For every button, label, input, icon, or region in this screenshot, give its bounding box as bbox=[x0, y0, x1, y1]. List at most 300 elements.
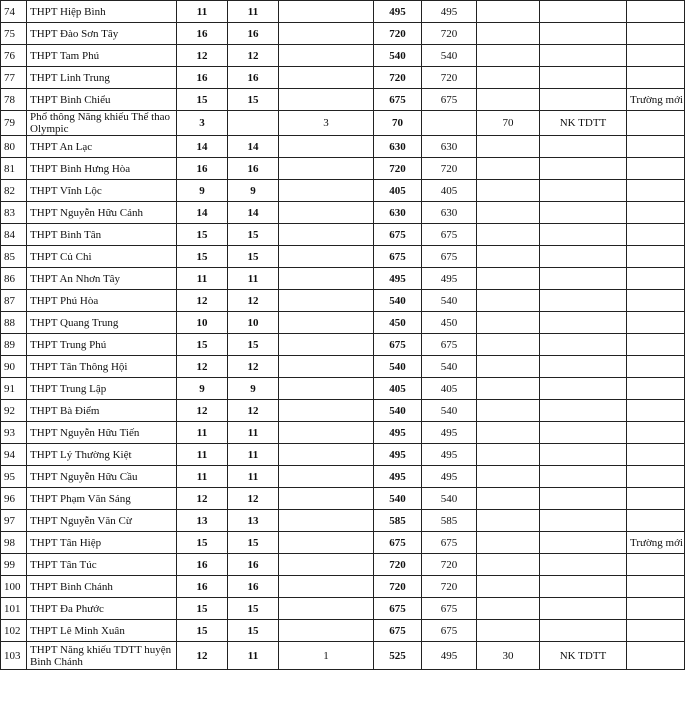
table-row bbox=[1, 620, 685, 642]
total-students-cell: 675 bbox=[374, 246, 422, 268]
program-type-cell bbox=[540, 23, 627, 45]
total-students-cell: 525 bbox=[374, 642, 422, 670]
note-cell bbox=[627, 400, 685, 422]
school-name-cell: THPT Bình Hưng Hòa bbox=[27, 158, 177, 180]
total-students-cell: 720 bbox=[374, 576, 422, 598]
note-cell bbox=[627, 180, 685, 202]
note-cell bbox=[627, 312, 685, 334]
specialized-students-cell bbox=[477, 136, 540, 158]
total-students-cell: 495 bbox=[374, 466, 422, 488]
regular-classes-cell: 16 bbox=[228, 554, 279, 576]
regular-classes-cell bbox=[228, 111, 279, 136]
program-type-cell bbox=[540, 334, 627, 356]
specialized-classes-cell bbox=[279, 180, 374, 202]
regular-students-cell: 675 bbox=[422, 598, 477, 620]
total-classes-cell: 16 bbox=[177, 576, 228, 598]
total-classes-cell: 16 bbox=[177, 67, 228, 89]
regular-classes-cell: 15 bbox=[228, 620, 279, 642]
row-number-cell: 88 bbox=[1, 312, 27, 334]
regular-students-cell: 720 bbox=[422, 576, 477, 598]
note-cell bbox=[627, 444, 685, 466]
regular-classes-cell: 13 bbox=[228, 510, 279, 532]
specialized-students-cell bbox=[477, 290, 540, 312]
total-students-cell: 495 bbox=[374, 444, 422, 466]
regular-students-cell bbox=[422, 111, 477, 136]
table-row bbox=[1, 67, 685, 89]
specialized-students-cell bbox=[477, 334, 540, 356]
school-name-cell: THPT Linh Trung bbox=[27, 67, 177, 89]
specialized-students-cell: 30 bbox=[477, 642, 540, 670]
total-classes-cell: 15 bbox=[177, 246, 228, 268]
regular-classes-cell: 11 bbox=[228, 444, 279, 466]
row-number-cell: 82 bbox=[1, 180, 27, 202]
program-type-cell bbox=[540, 67, 627, 89]
row-number-cell: 83 bbox=[1, 202, 27, 224]
regular-students-cell: 675 bbox=[422, 89, 477, 111]
total-students-cell: 70 bbox=[374, 111, 422, 136]
specialized-students-cell bbox=[477, 23, 540, 45]
note-cell bbox=[627, 576, 685, 598]
total-students-cell: 495 bbox=[374, 422, 422, 444]
row-number-cell: 95 bbox=[1, 466, 27, 488]
row-number-cell: 79 bbox=[1, 111, 27, 136]
regular-classes-cell: 12 bbox=[228, 45, 279, 67]
note-cell bbox=[627, 378, 685, 400]
total-classes-cell: 15 bbox=[177, 334, 228, 356]
school-name-cell: THPT Tân Thông Hội bbox=[27, 356, 177, 378]
note-cell bbox=[627, 642, 685, 670]
table-row bbox=[1, 136, 685, 158]
note-cell bbox=[627, 268, 685, 290]
note-cell: Trường mới bbox=[627, 532, 685, 554]
specialized-classes-cell bbox=[279, 334, 374, 356]
total-classes-cell: 11 bbox=[177, 422, 228, 444]
row-number-cell: 78 bbox=[1, 89, 27, 111]
school-name-cell: THPT Vĩnh Lộc bbox=[27, 180, 177, 202]
specialized-students-cell bbox=[477, 620, 540, 642]
table-row bbox=[1, 180, 685, 202]
specialized-classes-cell bbox=[279, 312, 374, 334]
table-row bbox=[1, 444, 685, 466]
total-students-cell: 540 bbox=[374, 400, 422, 422]
school-name-cell: THPT Trung Lập bbox=[27, 378, 177, 400]
regular-classes-cell: 9 bbox=[228, 180, 279, 202]
note-cell bbox=[627, 598, 685, 620]
total-students-cell: 720 bbox=[374, 158, 422, 180]
row-number-cell: 92 bbox=[1, 400, 27, 422]
program-type-cell bbox=[540, 576, 627, 598]
specialized-classes-cell bbox=[279, 554, 374, 576]
specialized-classes-cell bbox=[279, 466, 374, 488]
regular-classes-cell: 16 bbox=[228, 158, 279, 180]
row-number-cell: 85 bbox=[1, 246, 27, 268]
total-students-cell: 720 bbox=[374, 554, 422, 576]
table-row bbox=[1, 576, 685, 598]
program-type-cell bbox=[540, 356, 627, 378]
regular-students-cell: 405 bbox=[422, 180, 477, 202]
specialized-classes-cell bbox=[279, 1, 374, 23]
table-row bbox=[1, 510, 685, 532]
school-name-cell: THPT Nguyễn Hữu Cảnh bbox=[27, 202, 177, 224]
school-name-cell: THPT Tân Túc bbox=[27, 554, 177, 576]
table-row bbox=[1, 356, 685, 378]
specialized-classes-cell bbox=[279, 202, 374, 224]
note-cell bbox=[627, 466, 685, 488]
regular-classes-cell: 16 bbox=[228, 23, 279, 45]
specialized-students-cell bbox=[477, 89, 540, 111]
program-type-cell bbox=[540, 246, 627, 268]
total-classes-cell: 11 bbox=[177, 466, 228, 488]
row-number-cell: 90 bbox=[1, 356, 27, 378]
specialized-classes-cell bbox=[279, 136, 374, 158]
specialized-classes-cell bbox=[279, 268, 374, 290]
regular-classes-cell: 11 bbox=[228, 466, 279, 488]
school-name-cell: THPT Củ Chi bbox=[27, 246, 177, 268]
total-students-cell: 630 bbox=[374, 202, 422, 224]
table-row bbox=[1, 532, 685, 554]
table-row bbox=[1, 202, 685, 224]
total-students-cell: 495 bbox=[374, 1, 422, 23]
program-type-cell bbox=[540, 510, 627, 532]
total-classes-cell: 11 bbox=[177, 1, 228, 23]
total-classes-cell: 14 bbox=[177, 202, 228, 224]
note-cell bbox=[627, 488, 685, 510]
program-type-cell bbox=[540, 400, 627, 422]
regular-students-cell: 720 bbox=[422, 158, 477, 180]
school-name-cell: THPT Đào Sơn Tây bbox=[27, 23, 177, 45]
specialized-classes-cell bbox=[279, 290, 374, 312]
note-cell bbox=[627, 246, 685, 268]
specialized-classes-cell bbox=[279, 510, 374, 532]
specialized-students-cell bbox=[477, 510, 540, 532]
regular-classes-cell: 14 bbox=[228, 136, 279, 158]
note-cell bbox=[627, 422, 685, 444]
specialized-classes-cell bbox=[279, 67, 374, 89]
note-cell bbox=[627, 111, 685, 136]
specialized-classes-cell bbox=[279, 488, 374, 510]
specialized-classes-cell bbox=[279, 598, 374, 620]
regular-students-cell: 495 bbox=[422, 1, 477, 23]
note-cell bbox=[627, 158, 685, 180]
regular-students-cell: 495 bbox=[422, 466, 477, 488]
specialized-classes-cell bbox=[279, 444, 374, 466]
total-students-cell: 675 bbox=[374, 89, 422, 111]
table-row bbox=[1, 334, 685, 356]
specialized-classes-cell bbox=[279, 45, 374, 67]
total-students-cell: 405 bbox=[374, 378, 422, 400]
table-row bbox=[1, 466, 685, 488]
school-name-cell: THPT Lê Minh Xuân bbox=[27, 620, 177, 642]
program-type-cell bbox=[540, 1, 627, 23]
school-name-cell: THPT An Nhơn Tây bbox=[27, 268, 177, 290]
regular-classes-cell: 15 bbox=[228, 532, 279, 554]
regular-students-cell: 450 bbox=[422, 312, 477, 334]
row-number-cell: 76 bbox=[1, 45, 27, 67]
total-classes-cell: 3 bbox=[177, 111, 228, 136]
school-name-cell: THPT Tân Hiệp bbox=[27, 532, 177, 554]
specialized-students-cell bbox=[477, 67, 540, 89]
program-type-cell: NK TDTT bbox=[540, 642, 627, 670]
school-name-cell: THPT Đa Phước bbox=[27, 598, 177, 620]
program-type-cell bbox=[540, 488, 627, 510]
specialized-classes-cell bbox=[279, 532, 374, 554]
specialized-classes-cell bbox=[279, 400, 374, 422]
row-number-cell: 75 bbox=[1, 23, 27, 45]
regular-students-cell: 630 bbox=[422, 202, 477, 224]
specialized-classes-cell: 1 bbox=[279, 642, 374, 670]
regular-students-cell: 495 bbox=[422, 422, 477, 444]
school-name-cell: THPT Trung Phú bbox=[27, 334, 177, 356]
total-classes-cell: 14 bbox=[177, 136, 228, 158]
total-students-cell: 540 bbox=[374, 290, 422, 312]
regular-students-cell: 540 bbox=[422, 400, 477, 422]
specialized-classes-cell bbox=[279, 89, 374, 111]
specialized-classes-cell bbox=[279, 246, 374, 268]
specialized-students-cell bbox=[477, 554, 540, 576]
total-classes-cell: 15 bbox=[177, 620, 228, 642]
note-cell bbox=[627, 1, 685, 23]
regular-students-cell: 675 bbox=[422, 224, 477, 246]
total-classes-cell: 15 bbox=[177, 598, 228, 620]
school-name-cell: THPT Phạm Văn Sáng bbox=[27, 488, 177, 510]
row-number-cell: 81 bbox=[1, 158, 27, 180]
note-cell bbox=[627, 334, 685, 356]
program-type-cell bbox=[540, 268, 627, 290]
program-type-cell bbox=[540, 202, 627, 224]
specialized-students-cell bbox=[477, 488, 540, 510]
school-name-cell: THPT Nguyễn Hữu Cầu bbox=[27, 466, 177, 488]
total-students-cell: 585 bbox=[374, 510, 422, 532]
specialized-students-cell: 70 bbox=[477, 111, 540, 136]
regular-students-cell: 540 bbox=[422, 290, 477, 312]
regular-students-cell: 405 bbox=[422, 378, 477, 400]
table-row bbox=[1, 488, 685, 510]
total-students-cell: 630 bbox=[374, 136, 422, 158]
specialized-students-cell bbox=[477, 378, 540, 400]
table-row bbox=[1, 642, 685, 670]
total-classes-cell: 10 bbox=[177, 312, 228, 334]
program-type-cell bbox=[540, 224, 627, 246]
specialized-students-cell bbox=[477, 180, 540, 202]
program-type-cell bbox=[540, 89, 627, 111]
regular-classes-cell: 12 bbox=[228, 356, 279, 378]
table-row bbox=[1, 89, 685, 111]
regular-students-cell: 720 bbox=[422, 67, 477, 89]
regular-classes-cell: 12 bbox=[228, 290, 279, 312]
regular-students-cell: 585 bbox=[422, 510, 477, 532]
specialized-classes-cell: 3 bbox=[279, 111, 374, 136]
total-students-cell: 675 bbox=[374, 334, 422, 356]
table-row bbox=[1, 23, 685, 45]
specialized-students-cell bbox=[477, 45, 540, 67]
total-students-cell: 720 bbox=[374, 23, 422, 45]
table-row bbox=[1, 45, 685, 67]
row-number-cell: 86 bbox=[1, 268, 27, 290]
regular-students-cell: 495 bbox=[422, 268, 477, 290]
total-classes-cell: 9 bbox=[177, 180, 228, 202]
regular-students-cell: 720 bbox=[422, 554, 477, 576]
table-row bbox=[1, 422, 685, 444]
row-number-cell: 80 bbox=[1, 136, 27, 158]
total-classes-cell: 13 bbox=[177, 510, 228, 532]
specialized-classes-cell bbox=[279, 224, 374, 246]
regular-students-cell: 720 bbox=[422, 23, 477, 45]
school-name-cell: THPT Quang Trung bbox=[27, 312, 177, 334]
school-name-cell: THPT Bà Điểm bbox=[27, 400, 177, 422]
regular-classes-cell: 12 bbox=[228, 488, 279, 510]
specialized-students-cell bbox=[477, 224, 540, 246]
total-classes-cell: 11 bbox=[177, 444, 228, 466]
total-classes-cell: 16 bbox=[177, 23, 228, 45]
program-type-cell bbox=[540, 554, 627, 576]
program-type-cell bbox=[540, 598, 627, 620]
total-classes-cell: 12 bbox=[177, 642, 228, 670]
program-type-cell bbox=[540, 45, 627, 67]
specialized-students-cell bbox=[477, 1, 540, 23]
row-number-cell: 101 bbox=[1, 598, 27, 620]
regular-classes-cell: 11 bbox=[228, 268, 279, 290]
note-cell bbox=[627, 202, 685, 224]
specialized-classes-cell bbox=[279, 620, 374, 642]
school-name-cell: THPT Hiệp Bình bbox=[27, 1, 177, 23]
specialized-students-cell bbox=[477, 312, 540, 334]
note-cell bbox=[627, 224, 685, 246]
program-type-cell bbox=[540, 466, 627, 488]
total-students-cell: 720 bbox=[374, 67, 422, 89]
specialized-students-cell bbox=[477, 466, 540, 488]
regular-classes-cell: 15 bbox=[228, 598, 279, 620]
total-classes-cell: 12 bbox=[177, 400, 228, 422]
note-cell bbox=[627, 45, 685, 67]
row-number-cell: 84 bbox=[1, 224, 27, 246]
note-cell bbox=[627, 356, 685, 378]
row-number-cell: 91 bbox=[1, 378, 27, 400]
row-number-cell: 100 bbox=[1, 576, 27, 598]
note-cell bbox=[627, 290, 685, 312]
specialized-students-cell bbox=[477, 356, 540, 378]
table-row bbox=[1, 1, 685, 23]
program-type-cell bbox=[540, 136, 627, 158]
note-cell bbox=[627, 510, 685, 532]
table-row bbox=[1, 224, 685, 246]
table-row bbox=[1, 400, 685, 422]
school-name-cell: THPT Năng khiếu TDTT huyện Bình Chánh bbox=[27, 642, 177, 670]
specialized-students-cell bbox=[477, 268, 540, 290]
specialized-students-cell bbox=[477, 422, 540, 444]
total-students-cell: 405 bbox=[374, 180, 422, 202]
table-row bbox=[1, 158, 685, 180]
specialized-classes-cell bbox=[279, 356, 374, 378]
table-row bbox=[1, 312, 685, 334]
program-type-cell bbox=[540, 378, 627, 400]
total-students-cell: 675 bbox=[374, 224, 422, 246]
school-name-cell: Phổ thông Năng khiếu Thể thao Olympic bbox=[27, 111, 177, 136]
total-classes-cell: 16 bbox=[177, 554, 228, 576]
table-row bbox=[1, 246, 685, 268]
regular-students-cell: 540 bbox=[422, 356, 477, 378]
row-number-cell: 74 bbox=[1, 1, 27, 23]
program-type-cell bbox=[540, 290, 627, 312]
regular-classes-cell: 11 bbox=[228, 422, 279, 444]
specialized-classes-cell bbox=[279, 23, 374, 45]
program-type-cell bbox=[540, 422, 627, 444]
table-row bbox=[1, 598, 685, 620]
row-number-cell: 98 bbox=[1, 532, 27, 554]
total-classes-cell: 12 bbox=[177, 356, 228, 378]
note-cell bbox=[627, 136, 685, 158]
regular-classes-cell: 11 bbox=[228, 1, 279, 23]
school-name-cell: THPT Phú Hòa bbox=[27, 290, 177, 312]
row-number-cell: 87 bbox=[1, 290, 27, 312]
row-number-cell: 103 bbox=[1, 642, 27, 670]
total-classes-cell: 11 bbox=[177, 268, 228, 290]
program-type-cell bbox=[540, 444, 627, 466]
program-type-cell bbox=[540, 312, 627, 334]
table-row bbox=[1, 268, 685, 290]
regular-students-cell: 675 bbox=[422, 246, 477, 268]
school-name-cell: THPT Tam Phú bbox=[27, 45, 177, 67]
regular-classes-cell: 15 bbox=[228, 89, 279, 111]
specialized-students-cell bbox=[477, 158, 540, 180]
regular-students-cell: 495 bbox=[422, 642, 477, 670]
specialized-classes-cell bbox=[279, 158, 374, 180]
total-classes-cell: 16 bbox=[177, 158, 228, 180]
table-row bbox=[1, 554, 685, 576]
regular-classes-cell: 14 bbox=[228, 202, 279, 224]
specialized-students-cell bbox=[477, 444, 540, 466]
school-name-cell: THPT Lý Thường Kiệt bbox=[27, 444, 177, 466]
regular-students-cell: 540 bbox=[422, 45, 477, 67]
regular-classes-cell: 15 bbox=[228, 224, 279, 246]
regular-students-cell: 495 bbox=[422, 444, 477, 466]
regular-classes-cell: 11 bbox=[228, 642, 279, 670]
school-name-cell: THPT Nguyễn Văn Cừ bbox=[27, 510, 177, 532]
row-number-cell: 94 bbox=[1, 444, 27, 466]
note-cell bbox=[627, 67, 685, 89]
table-row bbox=[1, 111, 685, 136]
regular-classes-cell: 9 bbox=[228, 378, 279, 400]
total-students-cell: 495 bbox=[374, 268, 422, 290]
note-cell bbox=[627, 620, 685, 642]
total-classes-cell: 12 bbox=[177, 488, 228, 510]
school-name-cell: THPT An Lạc bbox=[27, 136, 177, 158]
note-cell bbox=[627, 554, 685, 576]
row-number-cell: 96 bbox=[1, 488, 27, 510]
regular-students-cell: 675 bbox=[422, 334, 477, 356]
regular-students-cell: 540 bbox=[422, 488, 477, 510]
regular-classes-cell: 10 bbox=[228, 312, 279, 334]
row-number-cell: 77 bbox=[1, 67, 27, 89]
total-students-cell: 450 bbox=[374, 312, 422, 334]
row-number-cell: 102 bbox=[1, 620, 27, 642]
total-classes-cell: 15 bbox=[177, 224, 228, 246]
specialized-students-cell bbox=[477, 598, 540, 620]
specialized-students-cell bbox=[477, 532, 540, 554]
total-students-cell: 675 bbox=[374, 598, 422, 620]
regular-students-cell: 675 bbox=[422, 620, 477, 642]
row-number-cell: 89 bbox=[1, 334, 27, 356]
specialized-students-cell bbox=[477, 576, 540, 598]
regular-classes-cell: 16 bbox=[228, 67, 279, 89]
table-row bbox=[1, 290, 685, 312]
program-type-cell bbox=[540, 532, 627, 554]
specialized-classes-cell bbox=[279, 378, 374, 400]
specialized-classes-cell bbox=[279, 576, 374, 598]
total-students-cell: 540 bbox=[374, 488, 422, 510]
specialized-students-cell bbox=[477, 246, 540, 268]
total-students-cell: 540 bbox=[374, 45, 422, 67]
school-name-cell: THPT Nguyễn Hữu Tiến bbox=[27, 422, 177, 444]
